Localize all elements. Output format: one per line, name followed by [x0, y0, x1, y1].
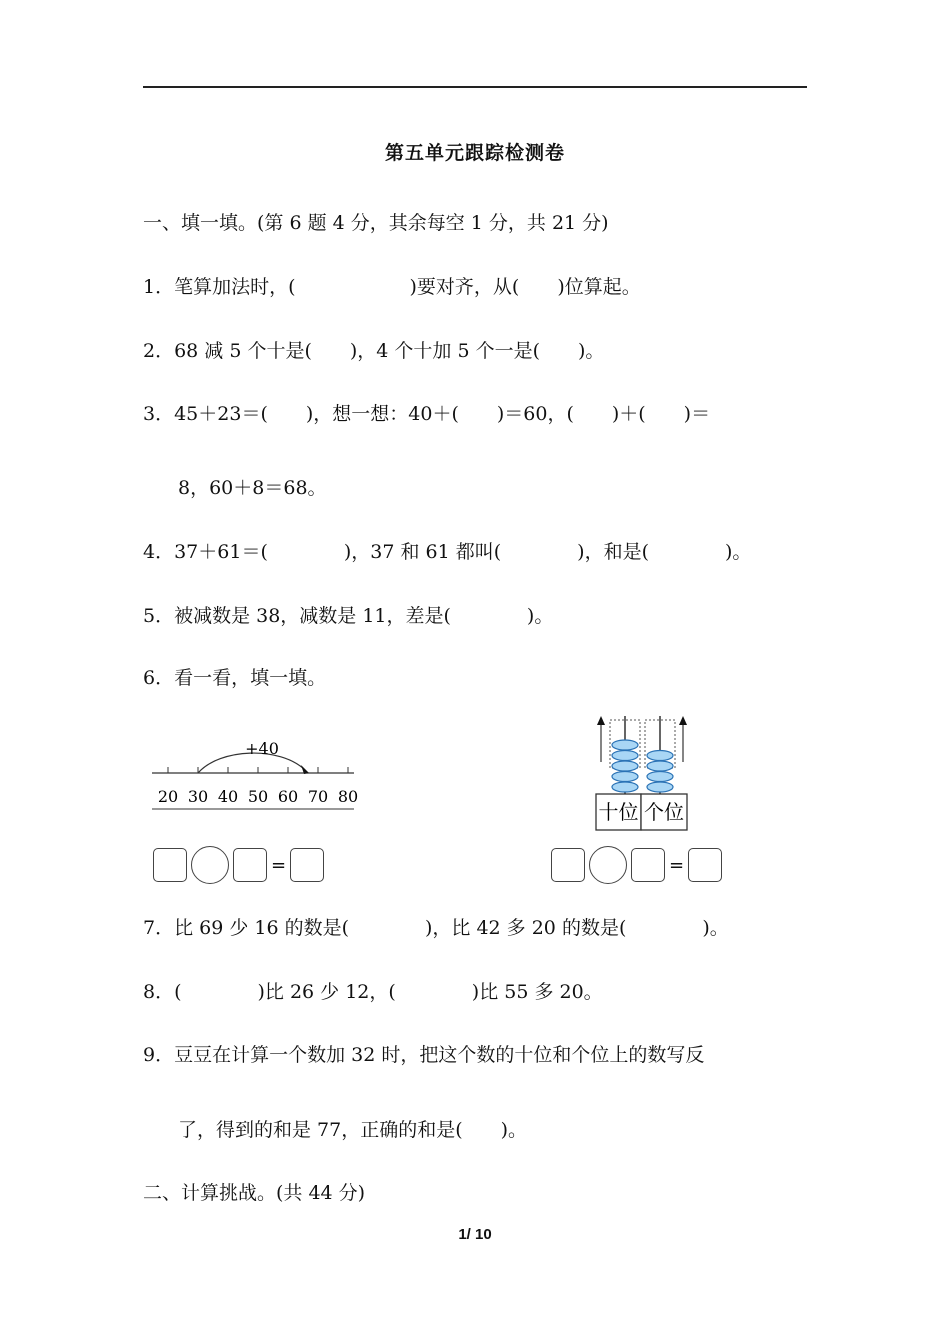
question-8: 8．( )比 26 少 12，( )比 55 多 20。 [143, 981, 603, 1003]
answer-boxes-right [551, 846, 722, 884]
answer-box[interactable] [290, 848, 324, 882]
number-line-figure [150, 728, 360, 814]
question-3: 3．45＋23＝( )，想一想：40＋( )＝60，( )＋( )＝ [143, 403, 711, 425]
jump-label: +40 [245, 739, 279, 758]
question-1: 1．笔算加法时，( )要对齐，从( )位算起。 [143, 276, 641, 298]
number-line-tick-label: 60 [277, 787, 299, 806]
operator-circle[interactable] [191, 846, 229, 884]
number-line-labels [158, 787, 358, 806]
number-line-tick-label: 50 [247, 787, 269, 806]
number-line-tick-label: 30 [187, 787, 209, 806]
number-line-tick-label: 80 [337, 787, 359, 806]
answer-box[interactable] [631, 848, 665, 882]
number-line-tick-label: 20 [157, 787, 179, 806]
page-title: 第五单元跟踪检测卷 [384, 142, 565, 164]
answer-box[interactable] [688, 848, 722, 882]
answer-box[interactable] [233, 848, 267, 882]
abacus-beads [612, 740, 673, 792]
number-line-tick-label: 40 [217, 787, 239, 806]
question-9: 9．豆豆在计算一个数加 32 时，把这个数的十位和个位上的数写反 [143, 1044, 705, 1066]
answer-box[interactable] [551, 848, 585, 882]
question-3-continued: 8，60＋8＝68。 [178, 477, 327, 499]
equals-sign: = [271, 854, 287, 876]
page-number: 1/ 10 [458, 1226, 492, 1243]
section-2-heading: 二、计算挑战。(共 44 分) [143, 1182, 366, 1204]
section-1-heading: 一、填一填。(第 6 题 4 分，其余每空 1 分，共 21 分) [143, 212, 609, 234]
arrow-up-icon [597, 716, 605, 725]
ones-label: 个位 [644, 800, 684, 824]
question-2: 2．68 减 5 个十是( )，4 个十加 5 个一是( )。 [143, 340, 605, 362]
abacus-bead [647, 782, 673, 792]
arrow-up-icon [679, 716, 687, 725]
equals-sign: = [669, 854, 685, 876]
abacus-bead [612, 751, 638, 761]
abacus-bead [647, 751, 673, 761]
abacus-figure [590, 714, 696, 834]
abacus-bead [612, 782, 638, 792]
tens-label: 十位 [598, 800, 639, 824]
header-rule [143, 86, 807, 88]
abacus-bead [647, 772, 673, 782]
abacus-bead [612, 740, 638, 750]
answer-box[interactable] [153, 848, 187, 882]
question-5: 5．被减数是 38，减数是 11，差是( )。 [143, 605, 554, 627]
abacus-bead [612, 772, 638, 782]
answer-boxes-left [153, 846, 324, 884]
abacus-bead [612, 761, 638, 771]
abacus-bead [647, 761, 673, 771]
question-7: 7．比 69 少 16 的数是( )，比 42 多 20 的数是( )。 [143, 917, 729, 939]
number-line-ticks [168, 767, 348, 773]
number-line-tick-label: 70 [307, 787, 329, 806]
question-4: 4．37＋61＝( )，37 和 61 都叫( )，和是( )。 [143, 541, 752, 563]
operator-circle[interactable] [589, 846, 627, 884]
question-9-continued: 了，得到的和是 77，正确的和是( )。 [178, 1119, 528, 1141]
question-6: 6．看一看，填一填。 [143, 667, 327, 689]
